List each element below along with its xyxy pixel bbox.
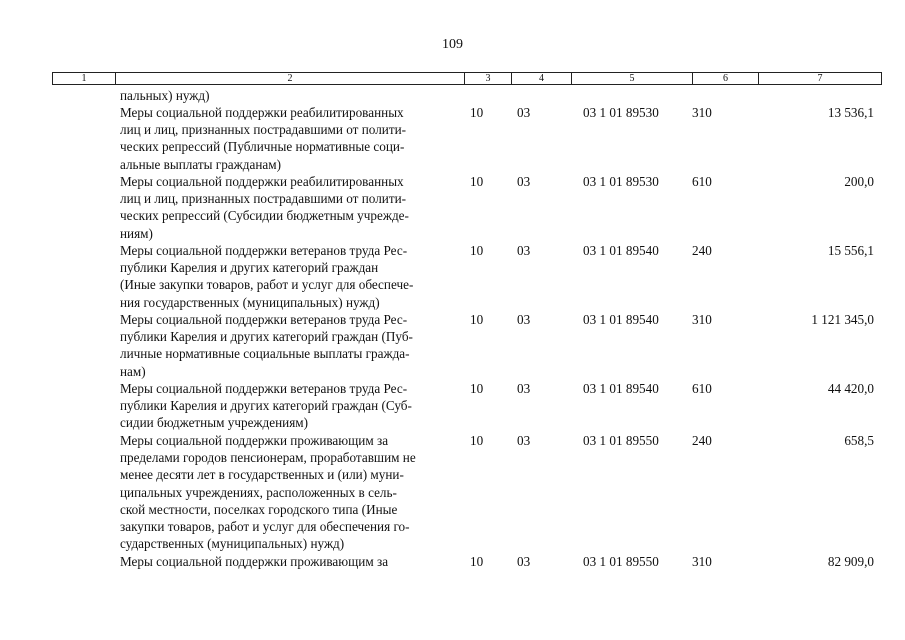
table-row [0, 104, 905, 173]
row-expense-type: 610 [692, 174, 712, 189]
header-col-1: 1 [53, 73, 116, 84]
row-amount: 1 121 345,0 [811, 312, 874, 327]
table-row [0, 380, 905, 432]
row-section: 10 [470, 381, 484, 396]
row-subsection: 03 [517, 381, 531, 396]
row-expense-type: 310 [692, 554, 712, 569]
row-section: 10 [470, 174, 484, 189]
row-section: 10 [470, 312, 484, 327]
table-header [52, 72, 882, 85]
header-col-2: 2 [116, 73, 465, 84]
table-row [0, 87, 905, 104]
row-description: Меры социальной поддержки ветеранов труда Рес- публики Карелия и других категорий граждан (Суб- сидии бюджетным учреждениям) [120, 381, 412, 431]
row-description: Меры социальной поддержки реабилитированных лиц и лиц, признанных пострадавшими от полити- ческих репрессий (Субсидии бюджетным учрежде- ниям) [120, 174, 409, 241]
row-amount: 200,0 [844, 174, 874, 189]
row-target-article: 03 1 01 89540 [583, 381, 659, 396]
row-section: 10 [470, 105, 484, 120]
row-section: 10 [470, 243, 484, 258]
row-description: Меры социальной поддержки ветеранов труда Рес- публики Карелия и других категорий граждан (Пуб- личные нормативные социальные выплаты гражда- нам) [120, 312, 413, 379]
row-expense-type: 240 [692, 243, 712, 258]
row-description: Меры социальной поддержки проживающим за [120, 554, 389, 569]
table-body [0, 87, 905, 571]
table-row [0, 173, 905, 242]
row-target-article: 03 1 01 89530 [583, 174, 659, 189]
row-amount: 82 909,0 [827, 554, 874, 569]
row-expense-type: 310 [692, 312, 712, 327]
page-number: 109 [442, 37, 463, 52]
header-col-7: 7 [817, 73, 823, 84]
row-expense-type: 310 [692, 105, 712, 120]
row-description: пальных) нужд) [120, 88, 210, 103]
row-subsection: 03 [517, 174, 531, 189]
row-target-article: 03 1 01 89530 [583, 105, 659, 120]
row-section: 10 [470, 554, 484, 569]
row-amount: 44 420,0 [827, 381, 874, 396]
row-target-article: 03 1 01 89540 [583, 312, 659, 327]
row-expense-type: 610 [692, 381, 712, 396]
row-subsection: 03 [517, 243, 531, 258]
row-description: Меры социальной поддержки проживающим за пределами городов пенсионерам, проработавшим не менее десяти лет в государственных и (или) муни- ципальных учреждениях, расположенных в сель- ской местности, поселках городского типа (Иные закупки товаров, работ и услуг для обеспечения го- сударственных (муниципальных) нужд) [120, 433, 416, 552]
row-target-article: 03 1 01 89550 [583, 554, 659, 569]
header-col-3: 3 [465, 73, 512, 84]
table-row [0, 432, 905, 553]
row-subsection: 03 [517, 312, 531, 327]
row-subsection: 03 [517, 433, 531, 448]
row-amount: 658,5 [844, 433, 874, 448]
row-amount: 15 556,1 [827, 243, 874, 258]
row-section: 10 [470, 433, 484, 448]
row-amount: 13 536,1 [827, 105, 874, 120]
header-col-4: 4 [512, 73, 572, 84]
row-description: Меры социальной поддержки реабилитированных лиц и лиц, признанных пострадавшими от полити- ческих репрессий (Публичные нормативные соци- альные выплаты гражданам) [120, 105, 407, 172]
row-expense-type: 240 [692, 433, 712, 448]
row-description: Меры социальной поддержки ветеранов труда Рес- публики Карелия и других категорий граждан (Иные закупки товаров, работ и услуг для обеспече- ния государственных (муниципальных) нужд) [120, 243, 414, 310]
row-target-article: 03 1 01 89550 [583, 433, 659, 448]
header-col-5: 5 [572, 73, 693, 84]
table-row [0, 242, 905, 311]
row-subsection: 03 [517, 554, 531, 569]
table-row [0, 553, 905, 571]
row-subsection: 03 [517, 105, 531, 120]
row-target-article: 03 1 01 89540 [583, 243, 659, 258]
header-col-6: 6 [693, 73, 759, 84]
table-row [0, 311, 905, 380]
